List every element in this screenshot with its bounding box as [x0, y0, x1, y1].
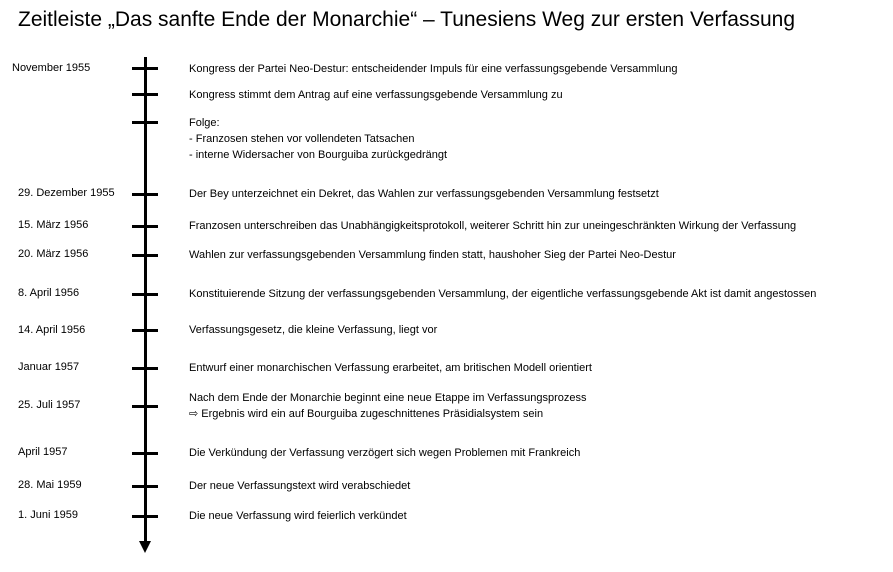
event-text	[189, 186, 659, 202]
event-text-line: Die neue Verfassung wird feierlich verkündet	[189, 510, 407, 522]
event-text	[189, 61, 678, 77]
timeline-arrow-down-icon	[139, 541, 151, 553]
timeline-tick	[132, 193, 158, 196]
timeline-tick	[132, 405, 158, 408]
event-text-line: Der Bey unterzeichnet ein Dekret, das Wahlen zur verfassungsgebenden Versammlung festsetzt	[189, 188, 659, 200]
event-text-line: Der neue Verfassungstext wird verabschiedet	[189, 480, 411, 492]
event-text-line: Nach dem Ende der Monarchie beginnt eine neue Etappe im Verfassungsprozess	[189, 392, 587, 404]
event-text-line: ⇨ Ergebnis wird ein auf Bourguiba zugeschnittenes Präsidialsystem sein	[189, 408, 544, 420]
timeline-tick	[132, 515, 158, 518]
event-text-line: Entwurf einer monarchischen Verfassung erarbeitet, am britischen Modell orientiert	[189, 362, 592, 374]
timeline-tick	[132, 293, 158, 296]
event-text-line: Konstituierende Sitzung der verfassungsgebenden Versammlung, der eigentliche verfassungsgebende Akt ist damit angestossen	[189, 288, 817, 300]
timeline-tick	[132, 93, 158, 96]
timeline-tick	[132, 452, 158, 455]
event-date: 20. März 1956	[18, 248, 89, 260]
timeline-axis	[144, 57, 147, 545]
event-text-line: Kongress stimmt dem Antrag auf eine verfassungsgebende Versammlung zu	[189, 89, 563, 101]
timeline-tick	[132, 67, 158, 70]
event-text-line: Die Verkündung der Verfassung verzögert sich wegen Problemen mit Frankreich	[189, 447, 581, 459]
event-date: 1. Juni 1959	[18, 509, 78, 521]
event-date: November 1955	[12, 62, 91, 74]
timeline-tick	[132, 121, 158, 124]
timeline-tick	[132, 329, 158, 332]
event-date: 14. April 1956	[18, 324, 86, 336]
event-date: 28. Mai 1959	[18, 479, 82, 491]
event-text	[189, 322, 437, 338]
event-text	[189, 286, 816, 302]
event-text-line: Franzosen unterschreiben das Unabhängigkeitsprotokoll, weiterer Schritt hin zur uneingeschränkten Wirkung der Verfassung	[189, 220, 797, 232]
timeline-tick	[132, 225, 158, 228]
event-text	[189, 445, 580, 461]
page-title: Zeitleiste „Das sanfte Ende der Monarchie“ – Tunesiens Weg zur ersten Verfassung	[18, 8, 796, 31]
event-text-line: - interne Widersacher von Bourguiba zurückgedrängt	[189, 149, 448, 161]
timeline-tick	[132, 254, 158, 257]
timeline-tick	[132, 367, 158, 370]
event-date: 15. März 1956	[18, 219, 89, 231]
event-text	[189, 115, 447, 163]
event-text-line: - Franzosen stehen vor vollendeten Tatsachen	[189, 133, 415, 145]
event-text-line: Verfassungsgesetz, die kleine Verfassung, liegt vor	[189, 324, 438, 336]
event-text	[189, 87, 563, 103]
event-date: Januar 1957	[18, 361, 80, 373]
event-date: 8. April 1956	[18, 287, 80, 299]
event-date: 29. Dezember 1955	[18, 187, 115, 199]
event-date: April 1957	[18, 446, 68, 458]
event-text-line: Kongress der Partei Neo-Destur: entscheidender Impuls für eine verfassungsgebende Versammlung	[189, 63, 678, 75]
event-text	[189, 508, 407, 524]
event-text	[189, 360, 592, 376]
event-text-line: Folge:	[189, 117, 220, 129]
timeline-tick	[132, 485, 158, 488]
event-text	[189, 247, 676, 263]
event-text	[189, 478, 410, 494]
event-text	[189, 390, 586, 422]
event-date: 25. Juli 1957	[18, 399, 81, 411]
event-text	[189, 218, 796, 234]
event-text-line: Wahlen zur verfassungsgebenden Versammlung finden statt, haushoher Sieg der Partei Neo-Destur	[189, 249, 676, 261]
